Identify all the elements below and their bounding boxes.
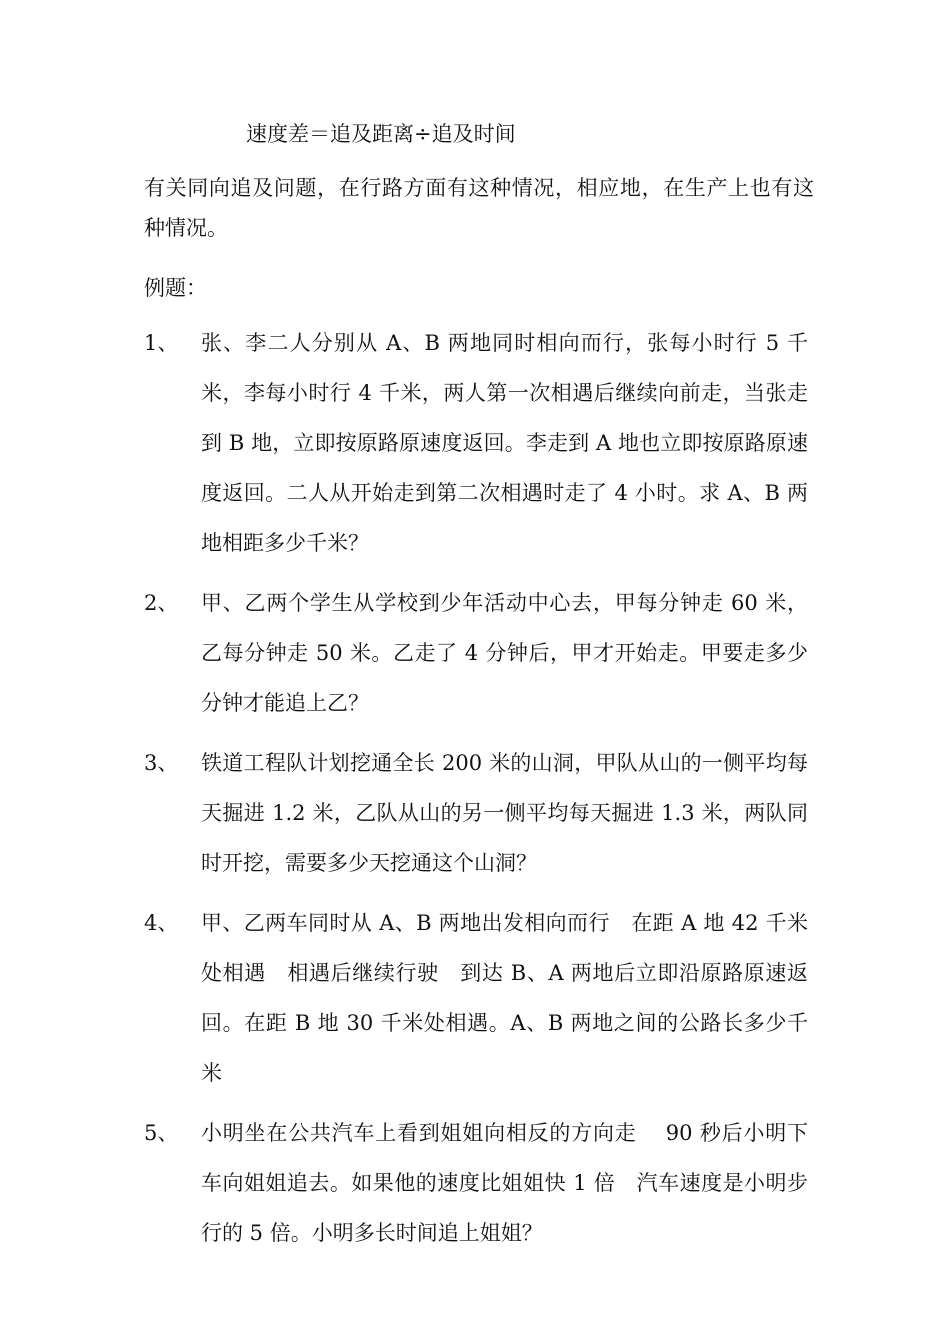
problem-item <box>144 1108 810 1258</box>
problem-number: 1、 <box>144 331 179 355</box>
problem-item <box>144 318 810 568</box>
problem-text: 小明坐在公共汽车上看到姐姐向相反的方向走 90 秒后小明下车向姐姐追去。如果他的速度比姐姐快 1 倍 汽车速度是小明步行的 5 倍。小明多长时间追上姐姐？ <box>201 1121 808 1245</box>
problem-text: 铁道工程队计划挖通全长 200 米的山洞，甲队从山的一侧平均每天掘进 1.2 米，乙队从山的另一侧平均每天掘进 1.3 米，两队同时开挖，需要多少天挖通这个山洞？ <box>201 751 808 875</box>
problem-number: 5、 <box>144 1121 179 1145</box>
problem-item <box>144 578 810 728</box>
intro-paragraph: 有关同向追及问题，在行路方面有这种情况，相应地，在生产上也有这种情况。 <box>144 176 814 240</box>
problem-number: 4、 <box>144 911 179 935</box>
problem-text: 甲、乙两车同时从 A、B 两地出发相向而行 在距 A 地 42 千米处相遇 相遇后继续行驶 到达 B、A 两地后立即沿原路原速返回。在距 B 地 30 千米处相遇。A、B 两地之间的公路长多少千米 <box>201 911 808 1085</box>
problem-text: 甲、乙两个学生从学校到少年活动中心去，甲每分钟走 60 米，乙每分钟走 50 米。乙走了 4 分钟后，甲才开始走。甲要走多少分钟才能追上乙？ <box>201 591 808 715</box>
problem-number: 3、 <box>144 751 179 775</box>
problem-text: 张、李二人分别从 A、B 两地同时相向而行，张每小时行 5 千米，李每小时行 4 千米，两人第一次相遇后继续向前走，当张走到 B 地，立即按原路原速度返回。李走到 A 地也立即按原路原速度返回。二人从开始走到第二次相遇时走了 4 小时。求 A、B 两地相距多少千米？ <box>201 331 808 555</box>
example-heading: 例题： <box>144 276 207 300</box>
problem-list <box>144 318 810 1268</box>
formula-line: 速度差＝追及距离÷追及时间 <box>246 122 516 146</box>
problem-item <box>144 898 810 1098</box>
problem-item <box>144 738 810 888</box>
problem-number: 2、 <box>144 591 179 615</box>
